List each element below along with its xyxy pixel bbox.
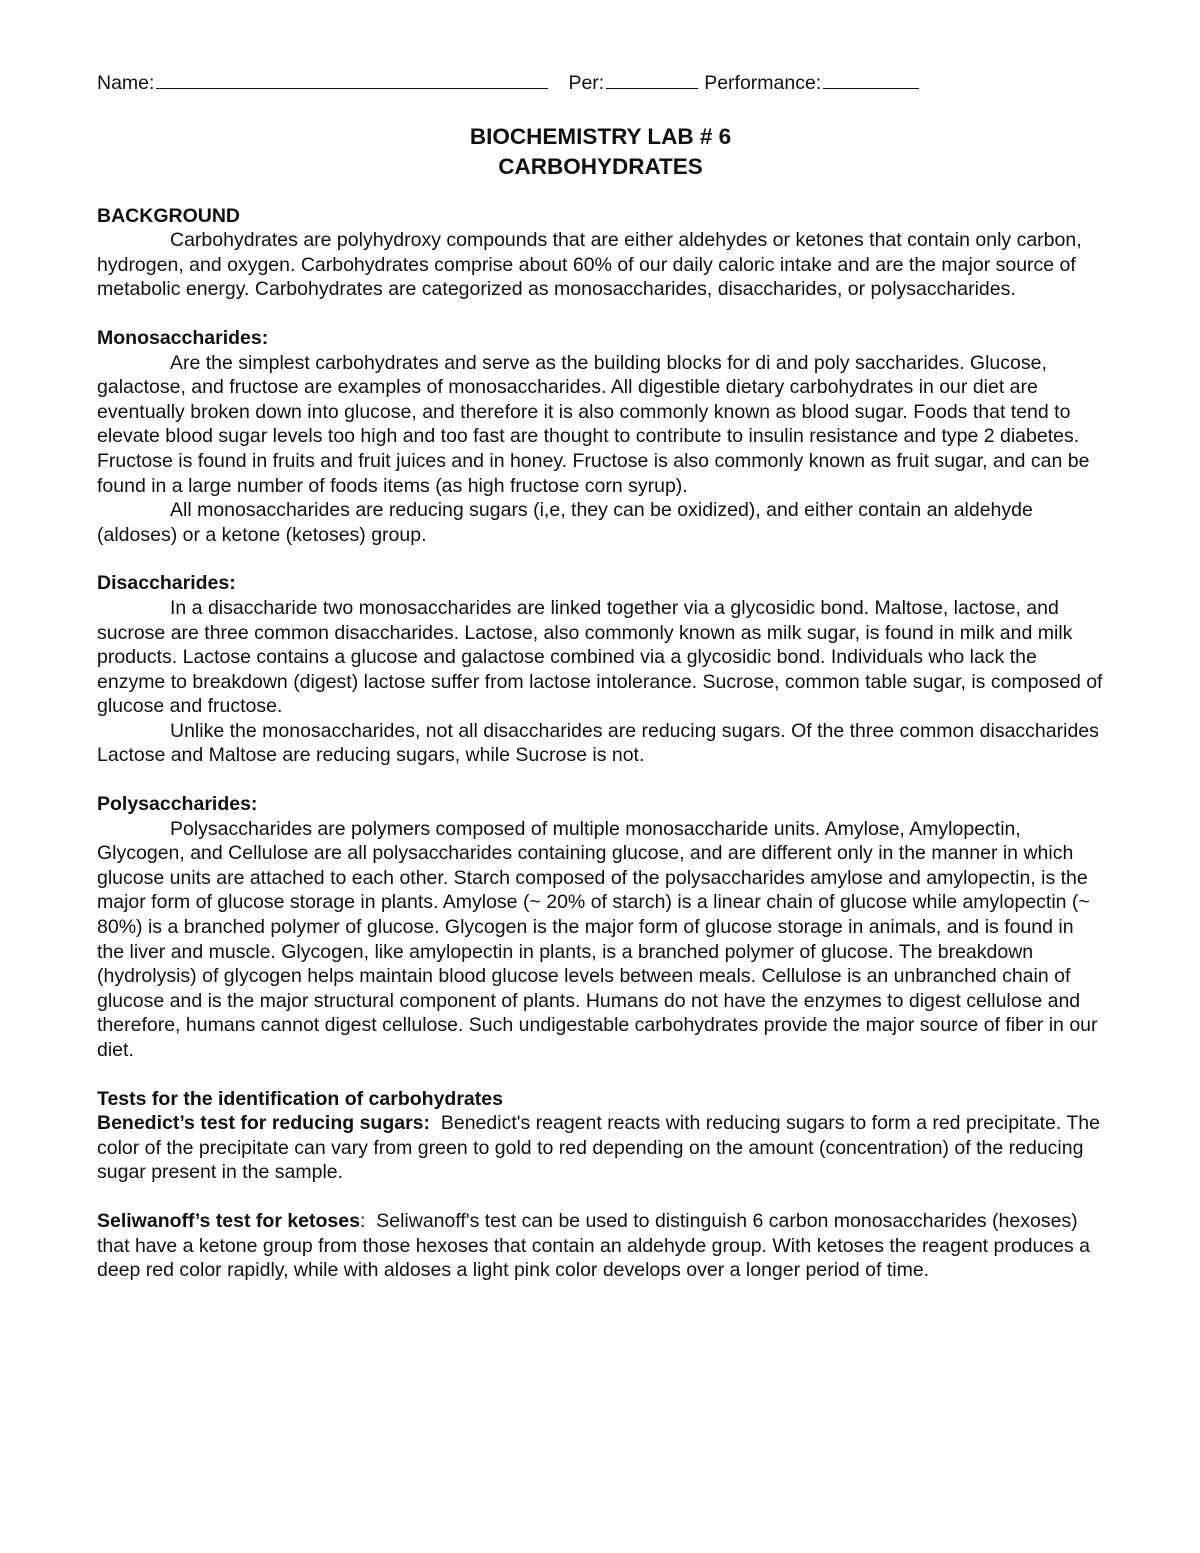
monosaccharides-paragraph-1: Are the simplest carbohydrates and serve as the building blocks for di and poly saccharides. Glucose, galactose, and fructose are examples of monosaccharides. All digestible dietary carbohydrates in our diet are eventually broken down into glucose, and therefore it is also commonly known as blood sugar. Foods that tend to elevate blood sugar levels too high and too fast are thought to contribute to insulin resistance and type 2 diabetes. Fructose is found in fruits and fruit juices and in honey. Fructose is also commonly known as fruit sugar, and can be found in a large number of foods items (as high fructose corn syrup). [97,351,1090,497]
student-info-line [97,70,1104,96]
tests-heading: Tests for the identification of carbohydrates [97,1087,503,1110]
seliwanoff-test-paragraph [97,1209,1104,1283]
monosaccharides-heading: Monosaccharides: [97,326,269,349]
benedict-test-paragraph [97,1111,1104,1185]
name-label: Name: [97,72,155,94]
monosaccharides-paragraph-2: All monosaccharides are reducing sugars (i,e, they can be oxidized), and either contain an aldehyde (aldoses) or a ketone (ketoses) group. [97,499,1033,546]
background-heading: BACKGROUND [97,204,240,227]
seliwanoff-test-heading: Seliwanoff’s test for ketoses [97,1209,360,1232]
polysaccharides-paragraph: Polysaccharides are polymers composed of multiple monosaccharide units. Amylose, Amylopectin, Glycogen, and Cellulose are all polysaccharides containing glucose, and are different only in the manner in which glucose units are attached to each other. Starch composed of the polysaccharides amylose and amylopectin, is the major form of glucose storage in plants. Amylose (~ 20% of starch) is a linear chain of glucose while amylopectin (~ 80%) is a branched polymer of glucose. Glycogen is the major form of glucose storage in animals, and is found in the liver and muscle. Glycogen, like amylopectin in plants, is a branched polymer of glucose. The breakdown (hydrolysis) of glycogen helps maintain blood glucose levels between meals. Cellulose is an unbranched chain of glucose and is the major structural component of plants. Humans do not have the enzymes to digest cellulose and therefore, humans cannot digest cellulose. Such undigestable carbohydrates provide the major source of fiber in our diet. [97,817,1098,1061]
benedict-test-text: Benedict's reagent reacts with reducing sugars to form a red precipitate. The color of the precipitate can vary from green to gold to red depending on the amount (concentration) of the reducing sugar present in the sample. [97,1112,1100,1184]
benedict-test-heading: Benedict’s test for reducing sugars: [97,1112,431,1135]
per-label: Per: [568,72,605,94]
title-line-1: BIOCHEMISTRY LAB # 6 [469,123,732,149]
per-blank [606,70,698,89]
disaccharides-heading: Disaccharides: [97,572,236,595]
performance-blank [823,70,919,89]
background-paragraph: Carbohydrates are polyhydroxy compounds that are either aldehydes or ketones that contain only carbon, hydrogen, and oxygen. Carbohydrates comprise about 60% of our daily caloric intake and are the major source of metabolic energy. Carbohydrates are categorized as monosaccharides, disaccharides, or polysaccharides. [97,229,1082,301]
disaccharides-paragraph-2: Unlike the monosaccharides, not all disaccharides are reducing sugars. Of the three common disaccharides Lactose and Maltose are reducing sugars, while Sucrose is not. [97,719,1099,767]
title-line-2: CARBOHYDRATES [498,153,703,179]
name-blank [156,70,548,89]
seliwanoff-colon: : [359,1209,366,1232]
seliwanoff-test-text: Seliwanoff's test can be used to distinguish 6 carbon monosaccharides (hexoses) that have a ketone group from those hexoses that contain an aldehyde group. With ketoses the reagent produces a deep red color rapidly, while with aldoses a light pink color develops over a longer period of time. [97,1209,1090,1282]
disaccharides-paragraph-1: In a disaccharide two monosaccharides are linked together via a glycosidic bond. Maltose, lactose, and sucrose are three common disaccharides. Lactose, also commonly known as milk sugar, is found in milk and milk products. Lactose contains a glucose and galactose combined via a glycosidic bond. Individuals who lack the enzyme to breakdown (digest) lactose suffer from lactose intolerance. Sucrose, common table sugar, is composed of glucose and fructose. [97,596,1103,718]
performance-label: Performance: [704,72,822,94]
document-title [97,122,1104,182]
polysaccharides-heading: Polysaccharides: [97,793,258,816]
